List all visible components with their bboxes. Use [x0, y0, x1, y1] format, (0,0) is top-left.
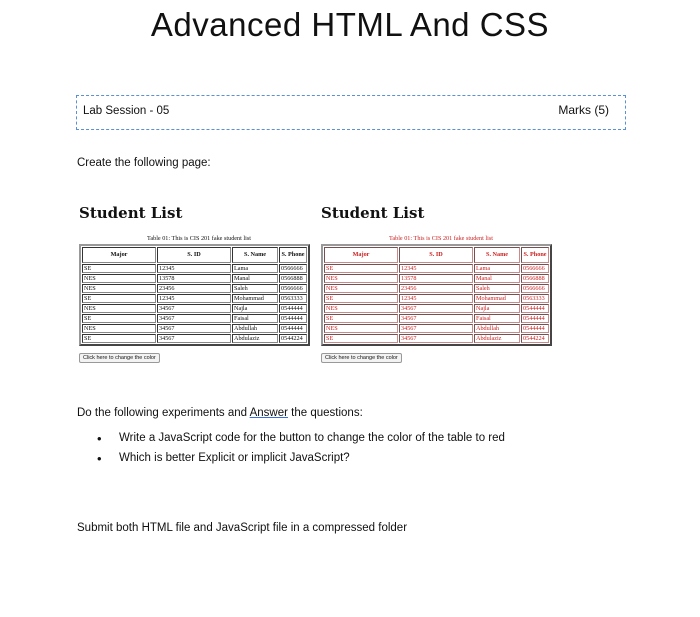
cell-id: 12345 — [157, 264, 231, 273]
cell-name: Abdulaziz — [232, 334, 278, 343]
cell-name: Manal — [474, 274, 520, 283]
cell-major: NES — [82, 284, 156, 293]
cell-phone: 0544224 — [279, 334, 307, 343]
example-page-red — [321, 204, 553, 364]
session-label: Lab Session - 05 — [83, 105, 170, 117]
cell-phone: 0566666 — [279, 284, 307, 293]
cell-id: 34567 — [157, 324, 231, 333]
questions-lead — [77, 407, 363, 419]
cell-major: NES — [324, 274, 398, 283]
cell-phone: 0544444 — [279, 314, 307, 323]
cell-major: SE — [82, 314, 156, 323]
student-table-red — [321, 244, 552, 346]
cell-major: NES — [324, 304, 398, 313]
table-row — [324, 334, 549, 343]
cell-major: SE — [82, 334, 156, 343]
marks-label: Marks (5) — [558, 103, 609, 117]
cell-name: Abdullah — [474, 324, 520, 333]
cell-phone: 0563333 — [279, 294, 307, 303]
cell-name: Faisal — [474, 314, 520, 323]
cell-major: SE — [324, 264, 398, 273]
table-caption: Table 01: This is CIS 201 fake student list — [147, 235, 251, 242]
cell-name: Saleh — [474, 284, 520, 293]
cell-name: Abdullah — [232, 324, 278, 333]
cell-major: NES — [82, 304, 156, 313]
list-item: • Which is better Explicit or implicit JavaScript? — [97, 452, 505, 464]
cell-major: NES — [324, 324, 398, 333]
cell-id: 13578 — [399, 274, 473, 283]
cell-name: Faisal — [232, 314, 278, 323]
cell-id: 34567 — [157, 334, 231, 343]
table-caption: Table 01: This is CIS 201 fake student list — [389, 235, 493, 242]
table-header-row — [324, 247, 549, 263]
table-row — [82, 314, 307, 323]
questions-lead-tail: the questions: — [287, 407, 363, 419]
example-title: Student List — [79, 204, 183, 222]
change-color-button[interactable]: Click here to change the color — [321, 353, 402, 363]
questions-lead-text: Do the following experiments and — [77, 407, 250, 419]
cell-major: SE — [324, 294, 398, 303]
cell-id: 34567 — [399, 334, 473, 343]
cell-name: Lama — [232, 264, 278, 273]
cell-id: 13578 — [157, 274, 231, 283]
table-row — [324, 274, 549, 283]
cell-phone: 0566666 — [521, 284, 549, 293]
cell-id: 12345 — [399, 264, 473, 273]
cell-phone: 0563333 — [521, 294, 549, 303]
cell-major: SE — [82, 264, 156, 273]
cell-id: 12345 — [157, 294, 231, 303]
cell-phone: 0544444 — [521, 324, 549, 333]
table-row — [82, 304, 307, 313]
cell-name: Lama — [474, 264, 520, 273]
cell-major: NES — [82, 274, 156, 283]
submit-instruction: Submit both HTML file and JavaScript file in a compressed folder — [77, 522, 408, 534]
table-row — [82, 334, 307, 343]
cell-major: SE — [324, 314, 398, 323]
table-row — [82, 324, 307, 333]
table-row — [324, 284, 549, 293]
cell-id: 12345 — [399, 294, 473, 303]
cell-name: Abdulaziz — [474, 334, 520, 343]
column-header-id: S. ID — [157, 247, 231, 263]
table-row — [324, 324, 549, 333]
cell-name: Najla — [232, 304, 278, 313]
cell-id: 34567 — [157, 304, 231, 313]
column-header-major: Major — [82, 247, 156, 263]
table-row — [324, 294, 549, 303]
cell-major: SE — [324, 334, 398, 343]
column-header-phone: S. Phone — [521, 247, 549, 263]
example-page-original — [79, 204, 311, 364]
table-row — [82, 294, 307, 303]
lab-header-box — [76, 95, 626, 130]
table-row — [324, 314, 549, 323]
cell-phone: 0566888 — [521, 274, 549, 283]
cell-id: 34567 — [399, 304, 473, 313]
cell-name: Mohammad — [232, 294, 278, 303]
column-header-id: S. ID — [399, 247, 473, 263]
cell-id: 34567 — [399, 314, 473, 323]
cell-id: 34567 — [399, 324, 473, 333]
cell-name: Mohammad — [474, 294, 520, 303]
column-header-major: Major — [324, 247, 398, 263]
table-row — [324, 304, 549, 313]
cell-name: Najla — [474, 304, 520, 313]
cell-phone: 0566888 — [279, 274, 307, 283]
cell-phone: 0544444 — [279, 324, 307, 333]
table-row — [82, 284, 307, 293]
page-title: Advanced HTML And CSS — [150, 6, 550, 43]
change-color-button[interactable]: Click here to change the color — [79, 353, 160, 363]
column-header-name: S. Name — [474, 247, 520, 263]
cell-phone: 0566666 — [279, 264, 307, 273]
instruction-text: Create the following page: — [77, 157, 211, 169]
table-row — [82, 274, 307, 283]
cell-name: Saleh — [232, 284, 278, 293]
cell-major: NES — [82, 324, 156, 333]
cell-phone: 0566666 — [521, 264, 549, 273]
cell-id: 23456 — [157, 284, 231, 293]
cell-id: 34567 — [157, 314, 231, 323]
cell-id: 23456 — [399, 284, 473, 293]
cell-phone: 0544444 — [279, 304, 307, 313]
student-table — [79, 244, 310, 346]
answer-word: Answer — [249, 407, 288, 419]
cell-name: Manal — [232, 274, 278, 283]
cell-major: NES — [324, 284, 398, 293]
column-header-name: S. Name — [232, 247, 278, 263]
cell-phone: 0544224 — [521, 334, 549, 343]
table-row — [324, 264, 549, 273]
cell-phone: 0544444 — [521, 314, 549, 323]
cell-major: SE — [82, 294, 156, 303]
example-title: Student List — [321, 204, 425, 222]
table-header-row — [82, 247, 307, 263]
list-item: • Write a JavaScript code for the button to change the color of the table to red — [97, 432, 505, 444]
column-header-phone: S. Phone — [279, 247, 307, 263]
cell-phone: 0544444 — [521, 304, 549, 313]
question-list — [97, 432, 505, 472]
table-row — [82, 264, 307, 273]
